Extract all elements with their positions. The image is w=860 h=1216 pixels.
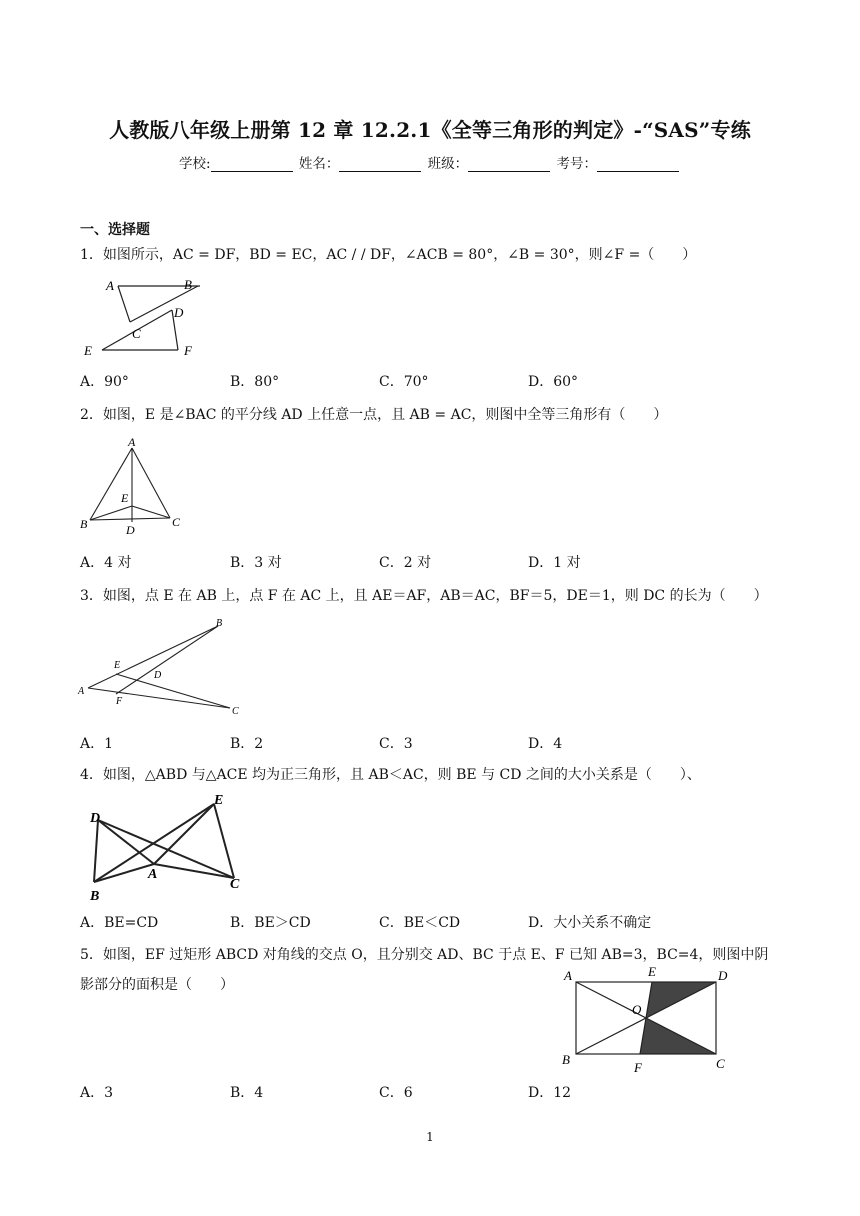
q1-option-c[interactable]: C．70° bbox=[379, 374, 429, 390]
question-5-figure bbox=[560, 966, 738, 1076]
q4-option-a[interactable]: A．BE=CD bbox=[80, 915, 159, 931]
q4-option-b[interactable]: B．BE＞CD bbox=[230, 915, 311, 931]
q1-option-b[interactable]: B．80° bbox=[230, 374, 280, 390]
q5-label-c: C bbox=[716, 1056, 725, 1071]
q3-label-b: B bbox=[216, 618, 223, 629]
q5-option-d[interactable]: D．12 bbox=[528, 1085, 572, 1101]
q4-label-e: E bbox=[214, 793, 224, 808]
q3-label-f: F bbox=[116, 696, 123, 707]
q3-label-a: A bbox=[78, 686, 85, 697]
class-label: 班级： bbox=[427, 156, 469, 172]
question-1-figure bbox=[80, 274, 200, 364]
question-5-text-line2: 影部分的面积是（ ） bbox=[80, 977, 234, 993]
q5-label-o: O bbox=[632, 1002, 642, 1017]
q3-option-c[interactable]: C．3 bbox=[379, 736, 413, 752]
q4-label-a: A bbox=[148, 867, 158, 882]
question-3-options bbox=[80, 733, 680, 753]
q3-label-d: D bbox=[154, 670, 162, 681]
q1-label-d: D bbox=[174, 305, 184, 320]
question-4-text: 4．如图，△ABD 与△ACE 均为正三角形，且 AB＜AC，则 BE 与 CD 之间的大小关系是（ ）、 bbox=[80, 767, 701, 783]
q2-label-a: A bbox=[128, 436, 136, 449]
q2-option-a[interactable]: A．4 对 bbox=[80, 555, 132, 571]
q5-label-e: E bbox=[648, 966, 656, 979]
question-2-options bbox=[80, 552, 680, 572]
q3-option-a[interactable]: A．1 bbox=[80, 736, 114, 752]
section-heading: 一、选择题 bbox=[80, 222, 150, 238]
q5-label-f: F bbox=[634, 1060, 642, 1075]
question-1-options bbox=[80, 371, 680, 391]
q5-label-d: D bbox=[718, 968, 728, 983]
q2-label-b: B bbox=[80, 517, 88, 531]
question-2-figure bbox=[78, 436, 188, 540]
page-number: 1 bbox=[426, 1130, 434, 1144]
question-3-text: 3．如图，点 E 在 AB 上，点 F 在 AC 上，且 AE＝AF，AB＝AC，BF＝5，DE＝1，则 DC 的长为（ ） bbox=[80, 588, 768, 604]
q1-option-d[interactable]: D．60° bbox=[528, 374, 579, 390]
q3-label-c: C bbox=[232, 706, 239, 717]
name-label: 姓名： bbox=[298, 156, 340, 172]
q4-option-c[interactable]: C．BE＜CD bbox=[379, 915, 461, 931]
class-blank bbox=[468, 158, 550, 172]
q3-option-b[interactable]: B．2 bbox=[230, 736, 264, 752]
q2-label-e: E bbox=[121, 491, 129, 505]
q3-label-e: E bbox=[114, 660, 121, 671]
q5-label-b: B bbox=[562, 1052, 570, 1067]
q4-option-d[interactable]: D．大小关系不确定 bbox=[528, 915, 652, 931]
q5-label-a: A bbox=[564, 968, 572, 983]
school-label: 学校: bbox=[179, 156, 211, 172]
q5-option-c[interactable]: C．6 bbox=[379, 1085, 413, 1101]
student-info-line bbox=[0, 152, 860, 172]
q2-label-d: D bbox=[126, 523, 135, 537]
exam-no-blank bbox=[597, 158, 679, 172]
school-blank bbox=[211, 158, 293, 172]
q4-label-c: C bbox=[230, 877, 240, 892]
question-1-text: 1．如图所示，AC = DF，BD = EC，AC / / DF，∠ACB = 80°，∠B = 30°，则∠F =（ ） bbox=[80, 247, 697, 263]
q2-label-c: C bbox=[172, 515, 181, 529]
q1-label-c: C bbox=[132, 326, 141, 341]
q4-label-d: D bbox=[90, 811, 101, 826]
q4-label-b: B bbox=[90, 889, 100, 904]
question-4-options bbox=[80, 912, 680, 932]
question-5-options bbox=[80, 1082, 680, 1102]
q1-label-b: B bbox=[184, 277, 192, 292]
q3-option-d[interactable]: D．4 bbox=[528, 736, 563, 752]
question-2-text: 2．如图，E 是∠BAC 的平分线 AD 上任意一点，且 AB = AC，则图中全等三角形有（ ） bbox=[80, 407, 668, 423]
question-4-figure bbox=[84, 792, 244, 904]
q1-option-a[interactable]: A．90° bbox=[80, 374, 129, 390]
q2-option-d[interactable]: D．1 对 bbox=[528, 555, 581, 571]
q2-option-b[interactable]: B．3 对 bbox=[230, 555, 282, 571]
name-blank bbox=[339, 158, 421, 172]
q5-option-b[interactable]: B．4 bbox=[230, 1085, 264, 1101]
exam-no-label: 考号： bbox=[556, 156, 597, 172]
question-5-text-line1: 5．如图，EF 过矩形 ABCD 对角线的交点 O，且分别交 AD、BC 于点 E、F 已知 AB=3，BC=4，则图中阴 bbox=[80, 947, 769, 963]
q1-label-e: E bbox=[84, 343, 92, 358]
question-3-figure bbox=[76, 616, 246, 720]
q5-option-a[interactable]: A．3 bbox=[80, 1085, 114, 1101]
q1-label-f: F bbox=[184, 343, 192, 358]
q2-option-c[interactable]: C．2 对 bbox=[379, 555, 432, 571]
q1-label-a: A bbox=[106, 278, 114, 293]
page-title: 人教版八年级上册第 12 章 12.2.1《全等三角形的判定》-“SAS”专练 bbox=[109, 118, 751, 142]
